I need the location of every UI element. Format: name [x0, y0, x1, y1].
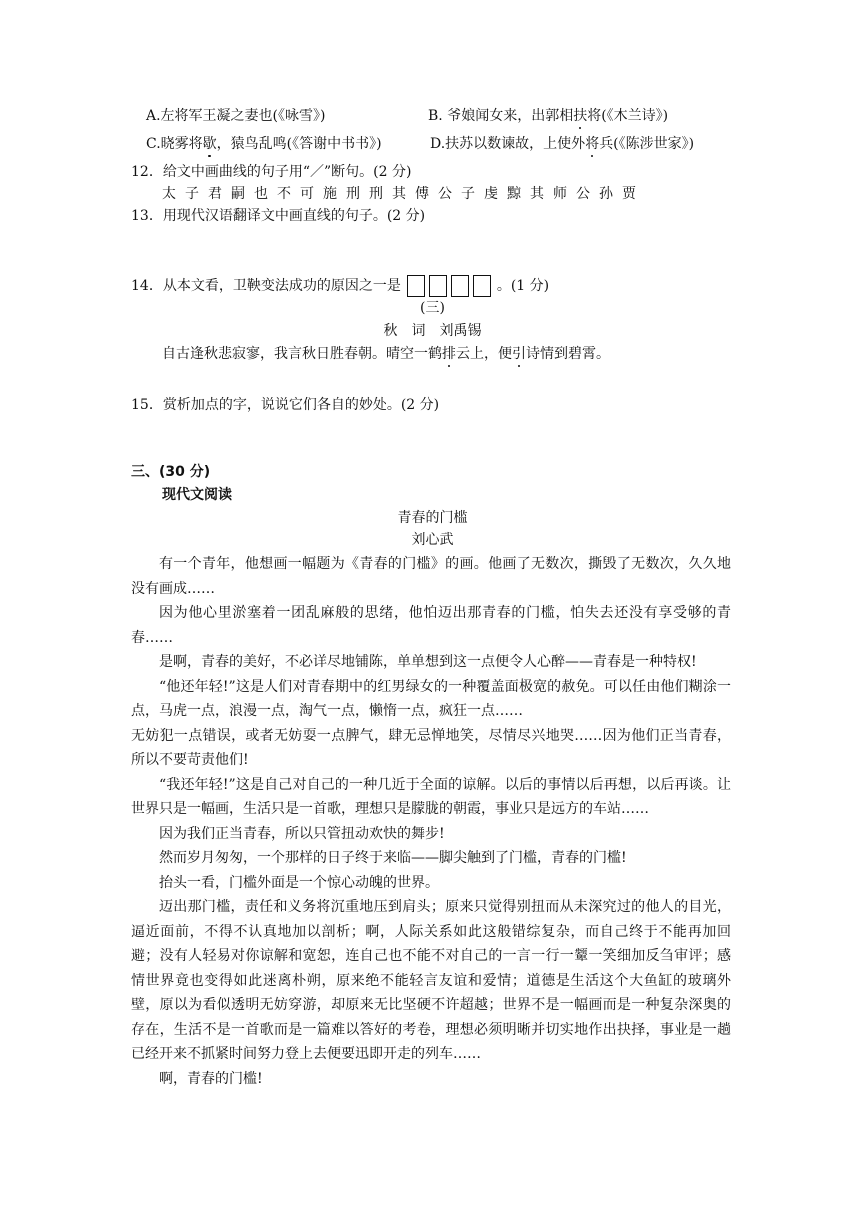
poem-dotted-char-1: 排 [442, 346, 456, 362]
modern-reading-heading: 现代文阅读 [162, 487, 232, 503]
option-c [146, 134, 382, 154]
poem-line-part2: 云上，便 [456, 346, 512, 362]
option-c-post: ，猿鸟乱鸣(《答谢中书书》) [216, 136, 382, 152]
question-14 [131, 275, 549, 297]
answer-box[interactable] [451, 275, 469, 297]
option-b [428, 106, 668, 126]
poem-title: 秋 词 刘禹锡 [383, 323, 482, 339]
option-c-pre: C.晓雾将 [146, 136, 203, 152]
option-b-pre: B. 爷娘闻女来，出郭相 [428, 108, 574, 124]
option-d-pre: D.扶苏以数谏故，上使外 [430, 136, 586, 152]
question-13: 13．用现代汉语翻译文中画直线的句子。(2 分) [131, 208, 426, 224]
question-15: 15．赏析加点的字，说说它们各自的妙处。(2 分) [131, 397, 440, 413]
poem-dotted-char-2: 引 [512, 346, 526, 362]
article-paragraph: “他还年轻!”这是人们对青春期中的红男绿女的一种覆盖面极宽的赦免。可以任由他们糊涂一点，马虎一点，浪漫一点，淘气一点，懒惰一点，疯狂一点…… [131, 678, 731, 719]
article-paragraph: 无妨犯一点错误，或者无妨耍一点脾气，肆无忌惮地笑，尽情尽兴地哭……因为他们正当青春，所以不要苛责他们! [131, 727, 731, 768]
question-14-stem: 14．从本文看，卫鞅变法成功的原因之一是 [131, 278, 401, 294]
answer-box[interactable] [473, 275, 491, 297]
option-c-dotted-char: 歇 [202, 136, 217, 152]
article-paragraph: 因为我们正当青春，所以只管扭动欢快的舞步! [159, 825, 445, 842]
answer-box[interactable] [407, 275, 425, 297]
article-paragraph: “我还年轻!”这是自己对自己的一种几近于全面的谅解。以后的事情以后再想，以后再谈。让世界只是一幅画，生活只是一首歌，理想只是朦胧的朝霞，事业只是远方的车站…… [131, 776, 731, 817]
article-author: 刘心武 [411, 532, 454, 548]
article-paragraph: 是啊，青春的美好，不必详尽地铺陈，单单想到这一点便令人心醉——青春是一种特权! [159, 654, 697, 670]
question-12-text: 太子君嗣也不可施刑刑其傅公子虔黥其师公孙贾 [162, 186, 645, 202]
question-12: 12．给文中画曲线的句子用“／”断句。(2 分) [131, 164, 412, 180]
poem-line-part1: 自古逢秋悲寂寥，我言秋日胜春朝。晴空一鹤 [162, 346, 442, 362]
article-paragraph: 啊，青春的门槛! [159, 1070, 263, 1087]
section-three-label: (三) [420, 300, 445, 316]
option-d-post: 兵(《陈涉世家》) [599, 136, 695, 152]
article-paragraph: 迈出那门槛，责任和义务将沉重地压到肩头；原来只觉得别扭而从未深究过的他人的目光，逼近面前，不得不认真地加以剖析；啊，人际关系如此这般错综复杂，而自己终于不能再加回避；没有人轻易对你谅解和宽恕，连自己也不能不对自己的一言一行一颦一笑细加反刍审评；感情世界竟也变得如此迷离朴朔，原来绝不能轻言友谊和爱情；道德是生活这个大鱼缸的玻璃外壁，原以为看似透明无妨穿游，却原来无比坚硬不许超越；世界不是一幅画而是一种复杂深奥的存在，生活不是一首歌而是一篇难以答好的考卷，理想必须明晰并切实地作出抉择，事业是一趟已经开来不抓紧时间努力登上去便要迅即开走的列车…… [131, 899, 731, 1062]
poem-line [162, 344, 610, 364]
article-paragraph: 抬头一看，门槛外面是一个惊心动魄的世界。 [159, 874, 439, 891]
article-paragraph: 有一个青年，他想画一幅题为《青春的门槛》的画。他画了无数次，撕毁了无数次，久久地没有画成…… [131, 556, 731, 597]
answer-box[interactable] [429, 275, 447, 297]
article-paragraph: 因为他心里淤塞着一团乱麻般的思绪，他怕迈出那青春的门槛，怕失去还没有享受够的青春…… [131, 605, 731, 646]
poem-line-part3: 诗情到碧霄。 [526, 346, 610, 362]
article-title: 青春的门槛 [397, 510, 468, 526]
part-three-heading: 三、(30 分) [131, 464, 211, 480]
option-b-post: 将(《木兰诗》) [587, 108, 669, 124]
article-paragraph: 然而岁月匆匆，一个那样的日子终于来临——脚尖触到了门槛，青春的门槛! [159, 850, 627, 866]
answer-boxes[interactable] [405, 275, 493, 297]
option-a-text: A.左将军王凝之妻也(《咏雪》) [146, 108, 326, 124]
option-d [430, 134, 694, 154]
question-14-score: 。(1 分) [496, 278, 550, 294]
option-a [146, 106, 325, 126]
article-body [131, 552, 731, 1091]
option-b-dotted-char: 扶 [573, 108, 588, 124]
option-d-dotted-char: 将 [585, 136, 600, 152]
